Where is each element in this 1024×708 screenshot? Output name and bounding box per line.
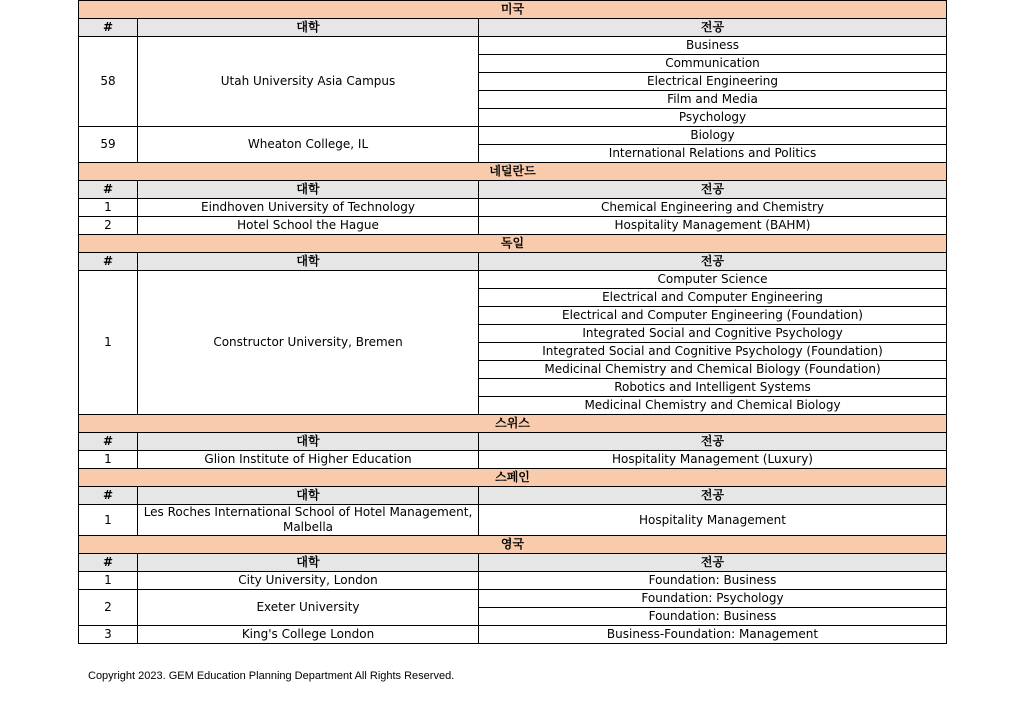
entry-major: Business [479,37,947,55]
country-name: 스위스 [79,415,947,433]
entry-major: Computer Science [479,271,947,289]
header-num: # [79,253,138,271]
table-row [79,37,947,55]
header-row [79,487,947,505]
entry-major: Foundation: Psychology [479,590,947,608]
header-major: 전공 [479,253,947,271]
entry-university: Glion Institute of Higher Education [138,451,479,469]
entry-major: Psychology [479,109,947,127]
entry-number: 3 [79,626,138,644]
country-row [79,163,947,181]
entry-number: 1 [79,451,138,469]
entry-university: Les Roches International School of Hotel Management, Malbella [138,505,479,536]
table-row [79,217,947,235]
header-university: 대학 [138,19,479,37]
entry-number: 2 [79,590,138,626]
entry-major: Integrated Social and Cognitive Psychology (Foundation) [479,343,947,361]
entry-major: Business-Foundation: Management [479,626,947,644]
country-name: 영국 [79,536,947,554]
header-num: # [79,19,138,37]
entry-university: Utah University Asia Campus [138,37,479,127]
country-row [79,536,947,554]
header-num: # [79,181,138,199]
header-university: 대학 [138,554,479,572]
table-row [79,505,947,536]
table-row [79,199,947,217]
header-university: 대학 [138,487,479,505]
entry-major: Electrical and Computer Engineering (Foundation) [479,307,947,325]
entry-major: Hospitality Management [479,505,947,536]
header-row [79,433,947,451]
country-name: 미국 [79,1,947,19]
entry-major: Electrical Engineering [479,73,947,91]
header-university: 대학 [138,433,479,451]
entry-major: Chemical Engineering and Chemistry [479,199,947,217]
entry-major: Electrical and Computer Engineering [479,289,947,307]
entry-major: Foundation: Business [479,572,947,590]
entry-major: Robotics and Intelligent Systems [479,379,947,397]
table-row [79,572,947,590]
table-row [79,626,947,644]
entry-university: City University, London [138,572,479,590]
entry-number: 2 [79,217,138,235]
entry-major: Medicinal Chemistry and Chemical Biology [479,397,947,415]
header-row [79,253,947,271]
table-row [79,127,947,145]
header-major: 전공 [479,181,947,199]
entry-major: Communication [479,55,947,73]
entry-major: Film and Media [479,91,947,109]
university-table [78,0,947,644]
entry-number: 1 [79,199,138,217]
header-num: # [79,554,138,572]
entry-major: Biology [479,127,947,145]
entry-number: 1 [79,505,138,536]
header-row [79,554,947,572]
header-row [79,181,947,199]
entry-number: 1 [79,572,138,590]
header-major: 전공 [479,433,947,451]
table-row [79,271,947,289]
entry-major: International Relations and Politics [479,145,947,163]
entry-major: Medicinal Chemistry and Chemical Biology (Foundation) [479,361,947,379]
country-row [79,235,947,253]
header-num: # [79,433,138,451]
country-row [79,469,947,487]
entry-university: Wheaton College, IL [138,127,479,163]
university-major-sheet [78,0,946,644]
entry-major: Integrated Social and Cognitive Psychology [479,325,947,343]
entry-number: 1 [79,271,138,415]
header-major: 전공 [479,554,947,572]
header-num: # [79,487,138,505]
country-row [79,415,947,433]
header-university: 대학 [138,181,479,199]
entry-university: Exeter University [138,590,479,626]
country-name: 네덜란드 [79,163,947,181]
country-name: 독일 [79,235,947,253]
entry-university: Hotel School the Hague [138,217,479,235]
table-row [79,451,947,469]
entry-university: Eindhoven University of Technology [138,199,479,217]
entry-number: 58 [79,37,138,127]
table-row [79,590,947,608]
header-university: 대학 [138,253,479,271]
copyright-notice: Copyright 2023. GEM Education Planning Department All Rights Reserved. [88,670,455,682]
entry-number: 59 [79,127,138,163]
header-major: 전공 [479,19,947,37]
header-major: 전공 [479,487,947,505]
header-row [79,19,947,37]
country-row [79,1,947,19]
country-name: 스페인 [79,469,947,487]
entry-major: Hospitality Management (BAHM) [479,217,947,235]
entry-major: Foundation: Business [479,608,947,626]
entry-university: Constructor University, Bremen [138,271,479,415]
entry-university: King's College London [138,626,479,644]
entry-major: Hospitality Management (Luxury) [479,451,947,469]
